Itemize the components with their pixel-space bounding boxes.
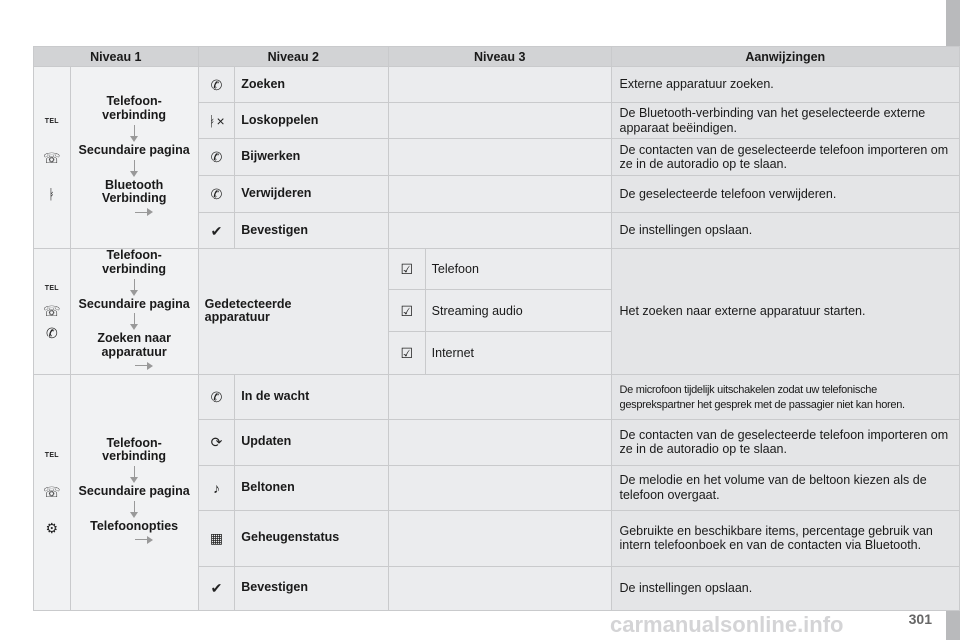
row-label: Zoeken — [235, 67, 389, 103]
l1-options-label: Telefoonopties — [90, 518, 179, 533]
l1-connection-label: Telefoon- verbinding — [102, 435, 167, 464]
table-row — [34, 249, 960, 290]
row-label: Bevestigen — [235, 213, 389, 249]
row-note: De microfoon tijdelijk uitschakelen zodat uw telefonische gesprekspartner het gesprek met de passagier niet kan horen. — [619, 383, 905, 411]
watermark: carmanualsonline.info — [610, 612, 844, 637]
group3-level1 — [70, 374, 198, 610]
row-note: De Bluetooth-verbinding van het geselecteerde externe apparaat beëindigen. — [611, 103, 960, 139]
phone-icon: ☏ — [43, 484, 61, 500]
ringtone-icon: ♪ — [212, 479, 220, 496]
arrow-down-icon — [134, 313, 135, 324]
option-label: Telefoon — [425, 249, 611, 290]
row-icon-cell — [198, 67, 235, 103]
phone-icon: ☏ — [43, 303, 61, 320]
arrow-down-icon — [134, 160, 135, 171]
group3-icons — [34, 374, 71, 610]
row-label: Bijwerken — [235, 139, 389, 176]
checkbox-icon[interactable]: ☑ — [400, 302, 414, 319]
row-level3-empty — [389, 67, 612, 103]
level2-detected: Gedetecteerde apparatuur — [198, 249, 388, 375]
header-level3: Niveau 3 — [389, 47, 612, 67]
checkbox-icon[interactable]: ☑ — [400, 344, 414, 361]
settings-table — [33, 46, 960, 611]
refresh-icon: ⟳ — [210, 434, 223, 450]
search-phone-icon: ✆ — [210, 76, 223, 93]
row-label: Verwijderen — [235, 176, 389, 213]
row-note: De contacten van de geselecteerde telefoon importeren om ze in de autoradio op te slaan. — [611, 139, 960, 176]
row-label: Updaten — [235, 419, 389, 465]
row-note: De instellingen opslaan. — [611, 566, 960, 610]
group2-level1 — [70, 249, 198, 375]
l1-secondary-label: Secundaire pagina — [78, 296, 190, 311]
table-row — [34, 67, 960, 103]
group2-icons — [34, 249, 71, 375]
row-label: In de wacht — [235, 374, 389, 419]
arrow-down-icon — [134, 501, 135, 512]
l1-search-label: Zoeken naar apparatuur — [97, 331, 171, 359]
l1-connection-label: Telefoon- verbinding — [102, 94, 167, 122]
group1-level1 — [70, 67, 198, 249]
header-level2: Niveau 2 — [198, 47, 388, 67]
phone-settings-icon: ⚙ — [45, 520, 59, 536]
row-label: Bevestigen — [235, 566, 389, 610]
option-label: Streaming audio — [425, 290, 611, 331]
row-note: Het zoeken naar externe apparatuur starten. — [611, 249, 960, 375]
row-note: De melodie en het volume van de beltoon kiezen als de telefoon overgaat. — [611, 465, 960, 510]
arrow-down-icon — [134, 125, 135, 136]
option-label: Internet — [425, 331, 611, 374]
checkbox-icon[interactable]: ☑ — [400, 261, 414, 278]
row-note: Externe apparatuur zoeken. — [611, 67, 960, 103]
checkmark-icon: ✔ — [210, 222, 223, 239]
update-contacts-icon: ✆ — [210, 149, 223, 165]
tel-icon: TEL — [44, 285, 59, 293]
row-note: De geselecteerde telefoon verwijderen. — [611, 176, 960, 213]
arrow-right-icon — [135, 362, 153, 370]
header-notes: Aanwijzingen — [611, 47, 960, 67]
arrow-down-icon — [134, 466, 135, 477]
delete-phone-icon: ✆ — [210, 186, 223, 202]
search-phone-icon: ✆ — [45, 325, 58, 342]
tel-icon: TEL — [44, 452, 59, 459]
l1-secondary-label: Secundaire pagina — [78, 142, 190, 157]
l1-secondary-label: Secundaire pagina — [78, 484, 190, 499]
row-note: De contacten van de geselecteerde telefoon importeren om ze in de autoradio op te slaan. — [611, 419, 960, 465]
arrow-right-icon — [135, 208, 153, 216]
tel-icon: TEL — [44, 117, 59, 125]
row-note: Gebruikte en beschikbare items, percentage gebruik van intern telefoonboek en van de contacten via Bluetooth. — [611, 510, 960, 566]
row-label: Geheugenstatus — [235, 510, 389, 566]
row-label: Beltonen — [235, 465, 389, 510]
row-label: Loskoppelen — [235, 103, 389, 139]
checkmark-icon: ✔ — [210, 580, 223, 596]
table-row — [34, 374, 960, 419]
header-row — [34, 47, 960, 67]
page-number: 301 — [908, 611, 932, 627]
group1-icons — [34, 67, 71, 249]
bluetooth-icon: ᛓ — [47, 185, 57, 202]
memory-status-icon: ▦ — [209, 530, 224, 546]
bluetooth-disconnect-icon: ᛓ× — [208, 112, 225, 129]
hold-call-icon: ✆ — [210, 388, 223, 405]
l1-bluetooth-label: Bluetooth Verbinding — [101, 177, 167, 206]
phone-icon: ☏ — [43, 149, 61, 166]
arrow-right-icon — [135, 536, 153, 544]
header-level1: Niveau 1 — [34, 47, 199, 67]
row-note: De instellingen opslaan. — [611, 213, 960, 249]
arrow-down-icon — [134, 279, 135, 290]
l1-connection-label: Telefoon- verbinding — [102, 248, 167, 276]
